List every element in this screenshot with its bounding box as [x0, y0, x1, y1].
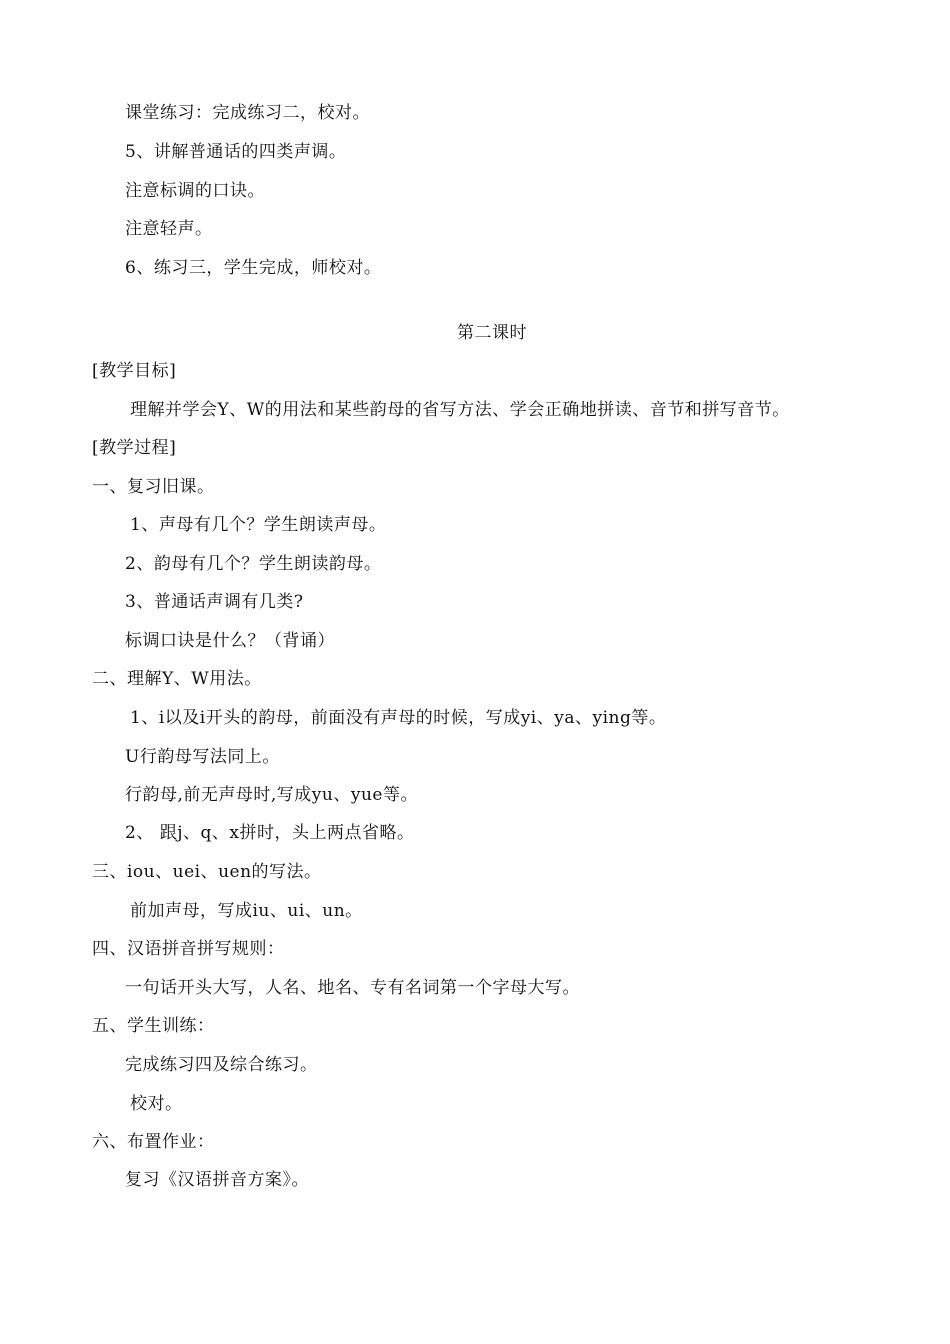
part4-item: 一句话开头大写，人名、地名、专有名词第一个字母大写。 [125, 978, 580, 998]
part1-item: 1、声母有几个？学生朗读声母。 [130, 515, 387, 535]
part1-heading: 一、复习旧课。 [92, 477, 215, 497]
part5-item: 完成练习四及综合练习。 [125, 1055, 318, 1075]
part2-item: 1、i以及i开头的韵母，前面没有声母的时候，写成yi、ya、ying等。 [130, 708, 667, 728]
part6-item: 复习《汉语拼音方案》。 [125, 1170, 309, 1190]
part1-item: 2、韵母有几个？学生朗读韵母。 [125, 554, 382, 574]
practice-line: 课堂练习：完成练习二，校对。 [125, 103, 370, 123]
goal-text: 理解并学会Y、W的用法和某些韵母的省写方法、学会正确地拼读、音节和拼写音节。 [130, 400, 790, 420]
part5-heading: 五、学生训练： [92, 1016, 215, 1036]
part1-item: 3、普通话声调有几类? [125, 592, 304, 612]
exercise-three-line: 6、练习三，学生完成，师校对。 [125, 258, 382, 278]
part3-heading: 三、iou、uei、uen的写法。 [92, 862, 322, 882]
tones-line: 5、讲解普通话的四类声调。 [125, 142, 347, 162]
part2-item: 行韵母,前无声母时,写成yu、yue等。 [125, 785, 418, 805]
process-heading: [教学过程] [92, 438, 177, 458]
part3-item: 前加声母，写成iu、ui、un。 [130, 901, 363, 921]
part2-item: 2、 跟j、q、x拼时，头上两点省略。 [125, 823, 415, 843]
goal-heading: [教学目标] [92, 361, 177, 381]
part5-item: 校对。 [130, 1094, 183, 1114]
part6-heading: 六、布置作业： [92, 1132, 215, 1152]
lesson-title: 第二课时 [457, 323, 527, 343]
part1-item: 标调口诀是什么？（背诵） [125, 631, 335, 651]
part2-item: U行韵母写法同上。 [125, 747, 280, 767]
tone-mark-rhyme-line: 注意标调的口诀。 [125, 181, 265, 201]
neutral-tone-line: 注意轻声。 [125, 219, 213, 239]
part4-heading: 四、汉语拼音拼写规则： [92, 939, 285, 959]
part2-heading: 二、理解Y、W用法。 [92, 669, 262, 689]
